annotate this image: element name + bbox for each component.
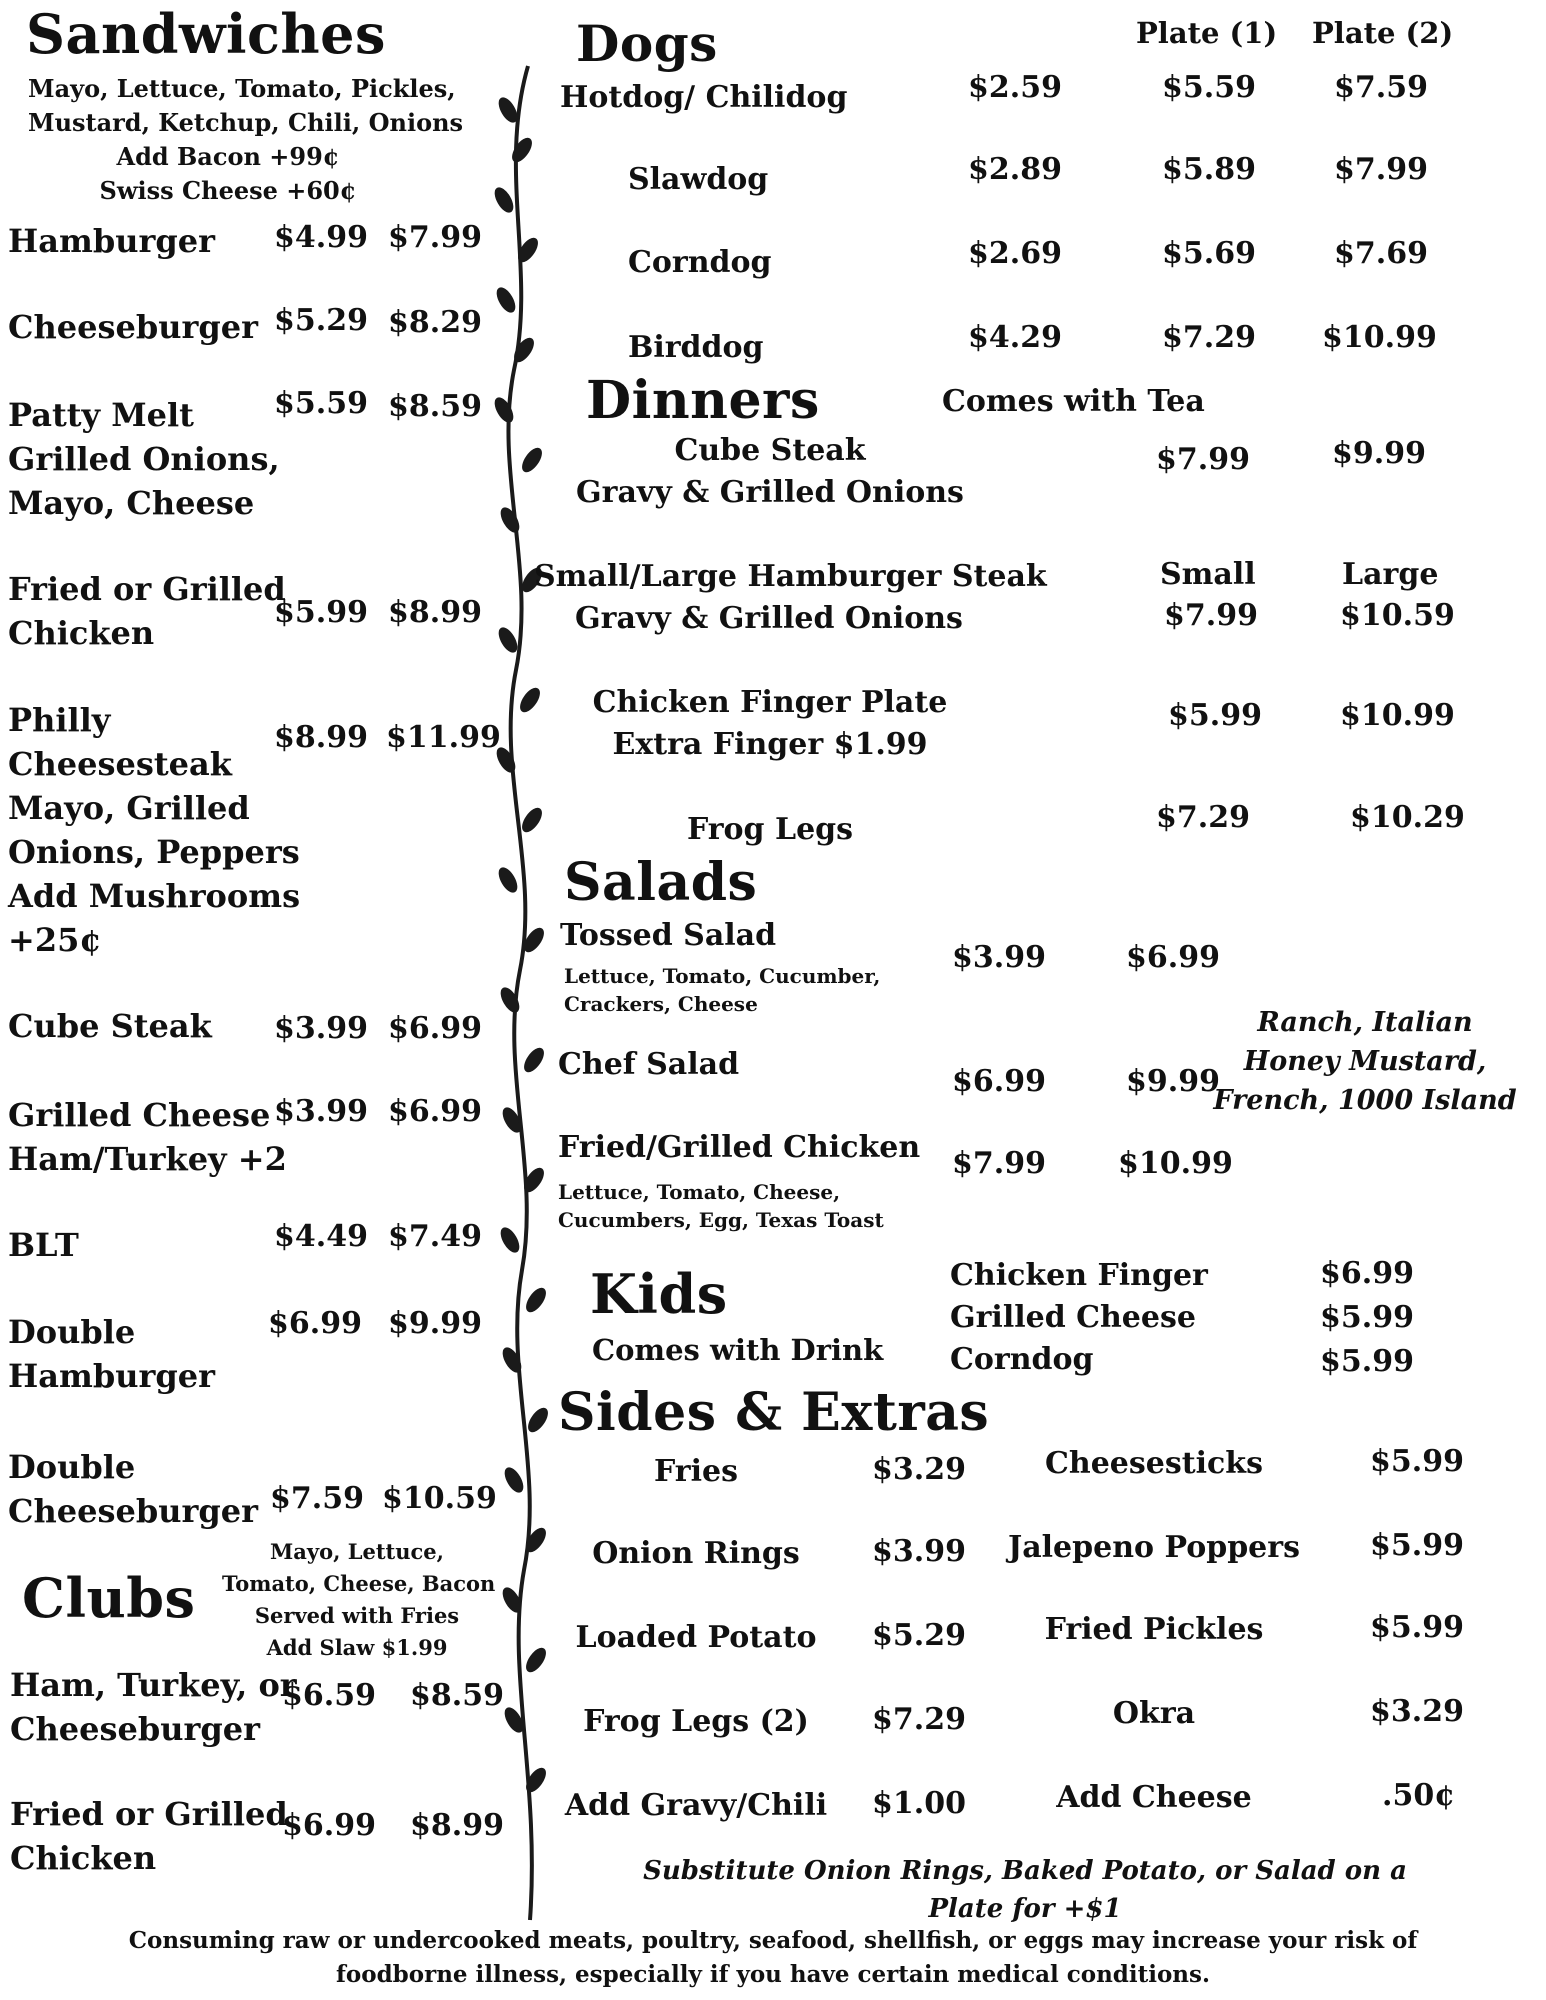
item-line: Fried or Grilled (8, 570, 286, 608)
description-line: Crackers, Cheese (564, 992, 758, 1016)
clubs-note-line: Tomato, Cheese, Bacon (222, 1571, 496, 1596)
item-description (564, 962, 880, 1018)
item-price: $7.29 (872, 1702, 966, 1737)
item-price: $10.59 (382, 1481, 497, 1516)
topping-line: Mustard, Ketchup, Chili, Onions (28, 108, 464, 137)
clubs-note-line: Mayo, Lettuce, (270, 1539, 444, 1564)
item-name: Frog Legs (686, 812, 854, 847)
item-price: $5.99 (1370, 1444, 1464, 1479)
item-price: $7.69 (1334, 236, 1428, 271)
item-price: $5.99 (1320, 1300, 1414, 1335)
item-price: $5.59 (274, 386, 368, 421)
item-price: $5.99 (1320, 1344, 1414, 1379)
clubs-notes (222, 1536, 496, 1664)
item-name (8, 1445, 258, 1533)
item-price: $8.99 (388, 595, 482, 630)
item-price: $10.29 (1350, 800, 1465, 835)
sandwiches-title: Sandwiches (26, 2, 386, 66)
item-price: $5.99 (1370, 1610, 1464, 1645)
topping-line: Swiss Cheese +60¢ (99, 176, 357, 205)
item-price: $5.69 (1162, 236, 1256, 271)
sides-title: Sides & Extras (558, 1382, 990, 1443)
salads-title: Salads (564, 852, 758, 913)
item-price: $5.99 (1370, 1528, 1464, 1563)
item-line: Cheeseburger (8, 1492, 258, 1530)
item-name: Fried/Grilled Chicken (558, 1130, 921, 1165)
dressing-line: French, 1000 Island (1213, 1085, 1517, 1116)
item-line: Fried or Grilled (10, 1795, 288, 1833)
column-header-plate2: Plate (2) (1312, 16, 1454, 50)
item-name: Fries (654, 1454, 738, 1489)
item-name: Add Cheese (1056, 1780, 1252, 1815)
item-line: Cheesesteak (8, 745, 232, 783)
item-price: $10.99 (1118, 1146, 1233, 1181)
item-price: $6.99 (388, 1094, 482, 1129)
item-line: Ham/Turkey +2 (8, 1140, 287, 1178)
clubs-note-line: Add Slaw $1.99 (266, 1635, 448, 1660)
item-price: $7.59 (1334, 70, 1428, 105)
item-price: $6.99 (282, 1808, 376, 1843)
item-name: Fried Pickles (1044, 1612, 1264, 1647)
disclaimer-line: foodborne illness, especially if you have certain medical conditions. (336, 1961, 1210, 1988)
item-price: $1.00 (872, 1786, 966, 1821)
item-price: $11.99 (386, 720, 501, 755)
item-price: $6.99 (1126, 940, 1220, 975)
description-line: Cucumbers, Egg, Texas Toast (558, 1208, 884, 1232)
dressing-line: Ranch, Italian (1257, 1007, 1473, 1038)
item-price: $4.49 (274, 1219, 368, 1254)
item-name (8, 1093, 287, 1181)
item-line: Gravy & Grilled Onions (576, 475, 964, 510)
item-price: $6.59 (282, 1678, 376, 1713)
item-name: Corndog (950, 1342, 1094, 1377)
item-price: $5.89 (1162, 152, 1256, 187)
sandwiches-toppings (28, 72, 464, 208)
item-name (10, 1792, 288, 1880)
item-price: $10.99 (1340, 698, 1455, 733)
item-price: $8.59 (388, 389, 482, 424)
item-name: Chef Salad (558, 1047, 740, 1082)
description-line: Lettuce, Tomato, Cucumber, (564, 964, 881, 988)
item-line: Chicken Finger Plate (592, 685, 948, 720)
item-price: $6.99 (388, 1011, 482, 1046)
item-price: $3.99 (274, 1094, 368, 1129)
item-line: Double (8, 1448, 136, 1486)
item-price: $7.99 (952, 1146, 1046, 1181)
item-line: +25¢ (8, 921, 102, 959)
item-name: BLT (8, 1226, 79, 1264)
item-price: $7.29 (1162, 320, 1256, 355)
item-name: Onion Rings (592, 1536, 800, 1571)
item-price: $6.99 (952, 1064, 1046, 1099)
item-price: $8.99 (410, 1808, 504, 1843)
item-name: Okra (1112, 1696, 1196, 1731)
item-price: $5.29 (274, 303, 368, 338)
item-price: $2.59 (968, 70, 1062, 105)
kids-title: Kids (590, 1262, 728, 1326)
health-disclaimer (60, 1924, 1486, 1992)
item-name (8, 393, 280, 525)
item-line: Chicken (10, 1839, 157, 1877)
item-price: $3.29 (1370, 1694, 1464, 1729)
item-line: Mayo, Grilled (8, 789, 250, 827)
item-price: $3.29 (872, 1452, 966, 1487)
item-line: Cheeseburger (10, 1710, 260, 1748)
item-name (10, 1663, 297, 1751)
item-name (8, 1310, 215, 1398)
item-name: Corndog (628, 245, 772, 280)
item-price: $7.99 (1164, 598, 1258, 633)
item-price: $3.99 (952, 940, 1046, 975)
item-name: Loaded Potato (575, 1620, 817, 1655)
item-price: $5.29 (872, 1618, 966, 1653)
item-price: $8.99 (274, 720, 368, 755)
item-line: Add Mushrooms (8, 877, 301, 915)
dressing-line: Honey Mustard, (1243, 1046, 1487, 1077)
description-line: Lettuce, Tomato, Cheese, (558, 1180, 841, 1204)
dogs-title: Dogs (576, 14, 718, 73)
clubs-title: Clubs (22, 1566, 196, 1630)
item-price: $2.69 (968, 236, 1062, 271)
item-price: .50¢ (1382, 1778, 1456, 1813)
item-line: Patty Melt (8, 396, 194, 434)
item-price: $7.49 (388, 1219, 482, 1254)
column-header-plate1: Plate (1) (1136, 16, 1278, 50)
item-line: Extra Finger $1.99 (612, 727, 928, 762)
topping-line: Add Bacon +99¢ (116, 142, 340, 171)
item-name: Tossed Salad (560, 918, 777, 953)
item-line: Small/Large Hamburger Steak (534, 559, 1047, 594)
item-name (560, 682, 980, 766)
item-name: Jalepeno Poppers (1008, 1530, 1300, 1565)
item-description (558, 1178, 884, 1234)
item-line: Grilled Onions, (8, 440, 280, 478)
item-name: Hamburger (8, 222, 215, 260)
item-name: Chicken Finger (950, 1258, 1208, 1293)
item-price: $5.99 (1168, 698, 1262, 733)
item-price: $8.29 (388, 305, 482, 340)
substitute-note (600, 1852, 1450, 1928)
item-line: Philly (8, 701, 111, 739)
item-name (560, 430, 980, 514)
dinners-note: Comes with Tea (942, 384, 1205, 419)
item-price: $3.99 (274, 1011, 368, 1046)
item-name (534, 556, 1047, 640)
item-price: $10.59 (1340, 598, 1455, 633)
item-name (8, 567, 286, 655)
item-line: Gravy & Grilled Onions (575, 601, 963, 636)
item-price: $7.59 (270, 1481, 364, 1516)
item-price: $6.99 (268, 1306, 362, 1341)
item-line: Double (8, 1313, 136, 1351)
item-line: Ham, Turkey, or (10, 1666, 297, 1704)
topping-line: Mayo, Lettuce, Tomato, Pickles, (28, 74, 456, 103)
item-price: $7.99 (388, 220, 482, 255)
item-name: Cube Steak (8, 1007, 212, 1045)
item-name: Cheesesticks (1045, 1446, 1263, 1481)
item-price: $9.99 (1126, 1064, 1220, 1099)
item-line: Chicken (8, 614, 155, 652)
column-header-small: Small (1160, 557, 1256, 592)
substitute-line: Plate for +$1 (928, 1894, 1122, 1924)
item-name: Hotdog/ Chilidog (560, 80, 848, 115)
item-name: Add Gravy/Chili (564, 1788, 828, 1823)
item-name: Slawdog (628, 162, 769, 197)
item-price: $7.99 (1156, 442, 1250, 477)
item-price: $5.99 (274, 595, 368, 630)
item-price: $6.99 (1320, 1256, 1414, 1291)
item-name: Grilled Cheese (950, 1300, 1196, 1335)
item-price: $2.89 (968, 152, 1062, 187)
item-name: Birddog (628, 330, 764, 365)
item-price: $9.99 (1332, 436, 1426, 471)
item-price: $9.99 (388, 1306, 482, 1341)
item-price: $7.99 (1334, 152, 1428, 187)
item-line: Onions, Peppers (8, 833, 300, 871)
item-price: $7.29 (1156, 800, 1250, 835)
item-name (8, 698, 300, 962)
substitute-line: Substitute Onion Rings, Baked Potato, or Salad on a (643, 1856, 1407, 1886)
clubs-note-line: Served with Fries (254, 1603, 460, 1628)
item-line: Hamburger (8, 1357, 215, 1395)
item-name: Cheeseburger (8, 308, 258, 346)
item-line: Mayo, Cheese (8, 484, 255, 522)
item-price: $4.99 (274, 220, 368, 255)
dinners-title: Dinners (586, 370, 820, 431)
salad-dressings (1210, 1003, 1520, 1120)
item-price: $10.99 (1322, 320, 1437, 355)
column-header-large: Large (1342, 557, 1439, 592)
item-name: Frog Legs (2) (583, 1704, 809, 1739)
item-price: $5.59 (1162, 70, 1256, 105)
item-line: Grilled Cheese (8, 1096, 271, 1134)
item-price: $8.59 (410, 1678, 504, 1713)
item-price: $3.99 (872, 1534, 966, 1569)
kids-note: Comes with Drink (592, 1333, 884, 1367)
item-price: $4.29 (968, 320, 1062, 355)
disclaimer-line: Consuming raw or undercooked meats, poultry, seafood, shellfish, or eggs may increase your risk of (128, 1927, 1418, 1954)
item-line: Cube Steak (674, 433, 866, 468)
